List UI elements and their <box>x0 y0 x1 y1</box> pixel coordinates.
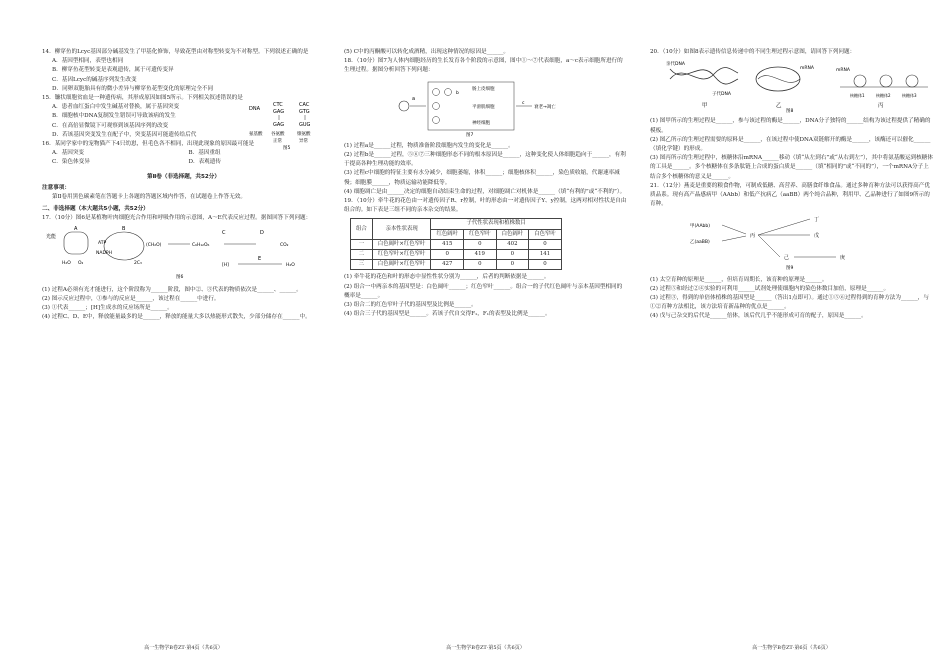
fig7-b: b <box>456 90 459 96</box>
q14-option-a: A．基因型相同，表型也相同 <box>52 58 124 65</box>
q21-item-2: (2) 过程⑤和经过②④实验的可利用______试剂处理使细胞内的染色体数目加倍，原理是______。 <box>650 285 890 292</box>
table-cell: 0 <box>496 260 529 270</box>
fig9-geng: 庚 <box>840 255 846 262</box>
fig5-normal: 正常 <box>273 139 282 145</box>
fig6-h2o: H₂O <box>62 260 71 266</box>
notice-text: 第Ⅱ卷用黑色碳素笔在答题卡上各题的答题区域内作答，在试题卷上作答无效。 <box>52 194 246 201</box>
fig8-mrna-label: mRNA <box>800 66 814 72</box>
fig6-nadph: NADPH <box>96 250 113 256</box>
fig6-co2: CO₂ <box>280 242 289 248</box>
table-cell: 0 <box>431 250 464 260</box>
fig8-ribosome-3: 核糖体3 <box>902 93 917 99</box>
fig8-label-jia: 甲 <box>702 103 708 110</box>
figure-7 <box>344 76 627 138</box>
table-header-parent: 亲本性状表现 <box>372 219 431 239</box>
q17-item-3: (3) ①代表______；[H]生成水的反应场所是______。 <box>42 305 173 312</box>
fig8-label-bing: 丙 <box>878 103 884 110</box>
question-20: 20．（10分）如图8表示遗传信息传递中的不同生理过程示意图，请回答下列问题： <box>650 49 856 55</box>
fig6-c3: 2C₃ <box>134 260 142 266</box>
fig6-o2: O₂ <box>78 260 84 266</box>
table-col-header: 红色阔叶 <box>431 229 464 239</box>
fig9-jia: 甲(AAbb) <box>690 224 711 230</box>
q17-item-2: (2) 图示反应过程中，①参与的反应是______，该过程在______中进行。 <box>42 296 220 303</box>
q15-option-b: B．细胞核中DNA复制发生错误可导致该病的发生 <box>52 113 176 120</box>
q17-item-4: (4) 过程C、D、E中，释放能量最多的是______，释放的能量大多以热能形式散失，少部分储存在______中。 <box>42 314 311 321</box>
fig7-caption: 图7 <box>466 132 474 138</box>
page-footer-5: 高一生物学B卷ZT·第5页（共6页） <box>446 645 525 651</box>
fig6-d: D <box>260 229 264 236</box>
q19-item-1: (1) 牵牛花的花色和叶的形态中显性性状分别为______，后者的判断依据是______。 <box>344 274 550 281</box>
fig9-wu: 戊 <box>814 233 820 240</box>
q20-item-1: (1) 图甲所示的生理过程是______，参与该过程的酶是______，DNA分子独特的______结构为该过程提供了精确的模板。 <box>650 118 931 134</box>
q14-option-d: D．同卵双胞胎具有的微小差异与柳穿鱼花型变化的原理完全不同 <box>52 85 214 92</box>
fig5-mrna1: GAG <box>273 122 285 129</box>
q18-item-1: (1) 过程a是______过程，物质准备阶段细胞内发生的变化是______。 <box>344 142 514 149</box>
q21-item-1: (1) 太空育种的原理是______，但培育周期长，该育种的原理是______。 <box>650 276 828 283</box>
question-18: 18．（10分）图7为人体内细胞经历的生长发育各个阶段的示意图，图中①～⑦代表细胞，a～c表示细胞所进行的生理过程。据图分析回答下列问题： <box>344 58 623 74</box>
table-cell: 三 <box>351 260 373 270</box>
fig9-bing: 丙 <box>750 233 756 240</box>
fig5-seq-top2: CAC <box>299 102 310 109</box>
table-cell: 红色窄叶×红色窄叶 <box>372 250 431 260</box>
table-col-header: 白色阔叶 <box>496 229 529 239</box>
part-2-heading: 第Ⅱ卷（非选择题，共52分） <box>146 173 220 180</box>
fig6-b: B <box>122 225 126 232</box>
fig5-seq-bot1: GAG <box>273 109 285 116</box>
q18-item-4: (4) 细胞凋亡是由______决定的细胞自动结束生命的过程，对细胞凋亡对机体是______（填“有利的”或“不利的”）。 <box>344 188 626 195</box>
q19-item-3: (3) 组合二的红色窄叶子代的基因型及比例是______。 <box>344 302 477 309</box>
q17-item-5: (5) C中的丙酮酸可以转化成酒精，出现这种情况的原因是______。 <box>344 49 510 55</box>
fig6-c6: C₆H₁₂O₆ <box>192 242 210 248</box>
fig5-aa2: 缬氨酸 <box>297 132 311 138</box>
column-2 <box>344 48 627 319</box>
q16-option-b: B．基因重组 <box>188 150 221 157</box>
fig9-ding: 丁 <box>814 217 820 224</box>
fig8-ribosome-2: 核糖体2 <box>876 93 891 99</box>
q15-option-d: D．若该基因突变发生在配子中，突变基因可能遗传给后代 <box>52 131 197 138</box>
page-footer-6: 高一生物学B卷ZT·第6页（共6页） <box>752 645 831 651</box>
table-cell: 402 <box>496 239 529 249</box>
fig7-label-up: 肠上皮细胞 <box>472 86 495 92</box>
fig8-label-yi: 乙 <box>776 103 782 110</box>
fig6-caption: 图6 <box>176 274 184 280</box>
table-cell: 二 <box>351 250 373 260</box>
fig5-seq-bot2: GTG <box>299 109 310 116</box>
table-row <box>351 239 562 249</box>
q21-item-3: (3) 过程③，得到的单倍体植株的基因型是______（答出1点即可）。通过①⑤⑥过程得到的育种方法为______，与①②育种方法相比，该方法培育新品种的优点是______。 <box>650 295 929 311</box>
q16-option-c: C．染色体变异 <box>52 159 90 166</box>
table-cell: 0 <box>496 250 529 260</box>
fig6-ch2o: (CH₂O) <box>146 242 162 248</box>
q15-option-a: A．患者血红蛋白中发生碱基对替换，属于基因突变 <box>52 104 180 111</box>
fig7-c: c <box>522 100 525 106</box>
fig7-a: a <box>412 95 416 102</box>
table-cell: 白色阔叶×红色窄叶 <box>372 260 431 270</box>
q19-item-2: (2) 组合一中两亲本的基因型是：白色阔叶______；红色窄叶______。组合一的子代红色阔叶与亲本基因型相同的概率是______。 <box>344 283 623 299</box>
fig7-aging: 衰老→凋亡 <box>534 104 556 110</box>
fig6-a: A <box>74 225 78 232</box>
q20-item-3: (3) 图丙所示的生理过程中，核糖体沿mRNA______移动（填“从左到右”或“从右到左”），其中将氨基酸运到核糖体的工具是______。多个核糖体在多条肽链上合成的蛋白质是______（填“相同的”或“不同的”），一个mRNA分子上结合多个核糖体的意义是______。 <box>650 155 933 180</box>
table-col-header: 红色窄叶 <box>464 229 497 239</box>
table-cell: 0 <box>529 260 562 270</box>
fig5-seq-top1: CTC <box>273 102 283 109</box>
figure-8 <box>650 57 933 113</box>
fig5-aa1: 谷氨酸 <box>271 132 285 138</box>
figure-9 <box>650 209 933 271</box>
question-19: 19．（10分）牵牛花的花色由一对遗传因子R、r控制，叶的形态由一对遗传因子Y、y控制，这两对相对性状是自由组合的。如下表是三组不同的亲本杂交的结果。 <box>344 198 627 214</box>
fig6-h: [H] <box>222 262 229 268</box>
table-cell: 141 <box>529 250 562 260</box>
fig7-label-mid: 平滑肌细胞 <box>472 104 495 110</box>
table-header-group: 组合 <box>351 219 373 239</box>
table-cell: 0 <box>529 239 562 249</box>
fig8-mrna-label-2: mRNA <box>836 68 850 74</box>
fig5-dna-label: DNA <box>249 106 261 113</box>
fig5-aa-label: 氨基酸 <box>249 132 263 138</box>
fig6-e: E <box>258 255 262 262</box>
fig5-mrna2: GUG <box>299 122 311 129</box>
question-16: 16．某同学家中的宠物猫产下4只幼崽，但毛色各不相同，出现此现象的原因最可能是 <box>42 141 255 148</box>
column-1 <box>42 48 325 323</box>
fig6-h2o-2: H₂O <box>286 262 295 268</box>
fig9-caption: 图9 <box>786 266 794 272</box>
table-row <box>351 250 562 260</box>
fig6-atp: ATP <box>98 240 107 246</box>
q15-option-c: C．在高倍显微镜下可观察到该基因序列的改变 <box>52 122 169 129</box>
table-col-header: 白色窄叶 <box>529 229 562 239</box>
q14-option-b: B．柳穿鱼花型转变是表观遗传，属于可遗传变异 <box>52 67 174 74</box>
q21-item-4: (4) 戊与己杂交的后代是______倍体，该后代几乎不能形成可育的配子，原因是______。 <box>650 313 867 320</box>
fig6-c: C <box>222 229 226 236</box>
table-cell: 419 <box>464 250 497 260</box>
table-cell: 415 <box>431 239 464 249</box>
cross-results-table <box>350 218 562 270</box>
table-cell: 0 <box>464 260 497 270</box>
q18-item-2: (2) 过程b是______过程，⑤⑥⑦三种细胞形态不同的根本原因是______，这种变化使人体细胞趋向于______，有利于提高各种生理功能的效率。 <box>344 152 626 168</box>
question-14: 14．柳穿鱼的Lcyc基因部分碱基发生了甲基化修饰，导致花型由对称型转变为不对称型。下列叙述正确的是 <box>42 49 309 55</box>
figure-6 <box>42 224 325 282</box>
table-cell: 白色阔叶×红色窄叶 <box>372 239 431 249</box>
fig5-abnormal: 异常 <box>299 139 308 145</box>
table-cell: 0 <box>464 239 497 249</box>
fig9-ji: 己 <box>784 255 790 262</box>
q16-option-d: D．表观遗传 <box>188 159 221 166</box>
q16-option-a: A．基因突变 <box>52 150 85 157</box>
page-footer-4: 高一生物学B卷ZT·第4页（共6页） <box>144 645 223 651</box>
section-2-heading: 二、非选择题（本大题共5小题，共52分） <box>42 206 149 213</box>
fig6-light: 光能 <box>46 233 57 240</box>
fig9-yi: 乙(aaBB) <box>690 240 710 246</box>
question-17: 17．（10分）图6是某植物叶肉细胞光合作用和呼吸作用的示意图，A～E代表反应过程。据图回答下列问题： <box>42 215 312 222</box>
fig5-caption: 图5 <box>283 146 291 151</box>
fig8-child-dna: 子代DNA <box>712 92 731 98</box>
table-row <box>351 260 562 270</box>
fig8-parent-dna: 亲代DNA <box>666 62 685 68</box>
q14-option-c: C．基因Lcyc的碱基序列发生改变 <box>52 76 137 83</box>
q20-item-2: (2) 图乙所示的生理过程需要的原料是______，在该过程中使DNA双链解开的酶是______，该酶还可以催化______（填化学键）的形成。 <box>650 136 931 153</box>
q19-item-4: (4) 组合三子代的基因型是______。若该子代自交得F₁，F₁的表型及比例是______。 <box>344 311 551 318</box>
fig8-ribosome-1: 核糖体1 <box>850 93 865 99</box>
notice-title: 注意事项： <box>42 184 70 191</box>
fig8-caption: 图8 <box>786 109 794 114</box>
column-3 <box>650 48 933 322</box>
q18-item-3: (3) 过程c中细胞的特征主要有水分减少，细胞萎缩，体积______；细胞核体积______，染色质收缩，代谢速率减慢；细胞膜______，物质运输功能降低等。 <box>344 170 620 186</box>
table-header-offspring: 子代性状表现和植株数目 <box>431 219 561 229</box>
table-cell: 一 <box>351 239 373 249</box>
figure-5 <box>247 98 325 150</box>
question-21: 21．（12分）燕麦是重要的粮食作物，可制成低糖、高营养、高膳食纤维食品。通过多种育种方法可以获得高产优质品系。现有高产晶感病甲（AAbb）和低产抗病乙（aaBB）两个纯合品种，利用甲、乙品种进行了如图9所示的育种。 <box>650 182 930 208</box>
table-cell: 427 <box>431 260 464 270</box>
question-15: 15．镰状细胞贫血是一种遗传病，其形成原因如图5所示。下列相关叙述错误的是 <box>42 95 243 102</box>
fig7-label-low: 神经细胞 <box>472 120 490 126</box>
q17-item-1: (1) 过程A必须有光才能进行，这个阶段称为______阶段，图中②、③代表的物质依次是______、______。 <box>42 286 302 293</box>
